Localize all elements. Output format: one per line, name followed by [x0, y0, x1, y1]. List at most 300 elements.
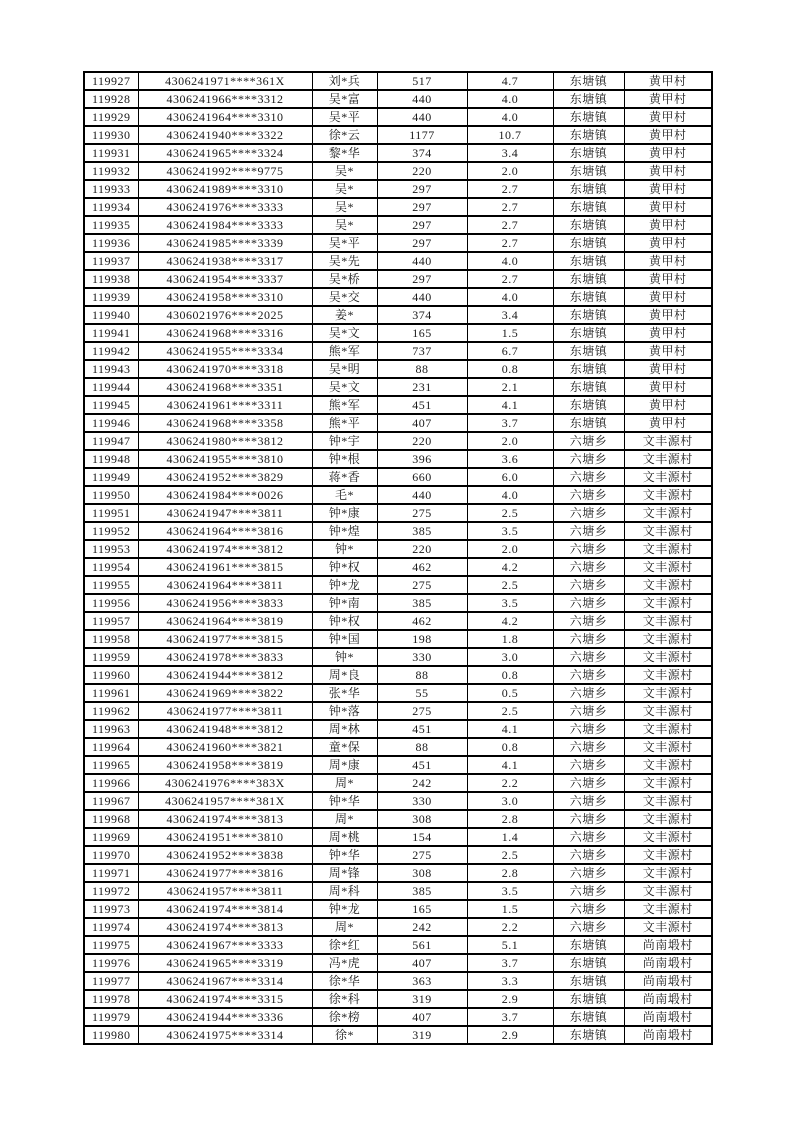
cell-id_number: 4306241977****3816 — [138, 864, 312, 882]
cell-village: 黄甲村 — [624, 234, 712, 252]
cell-id_number: 4306241958****3310 — [138, 288, 312, 306]
cell-id_number: 4306241984****3333 — [138, 216, 312, 234]
cell-serial: 119976 — [84, 954, 138, 972]
cell-serial: 119929 — [84, 108, 138, 126]
cell-id_number: 4306241955****3334 — [138, 342, 312, 360]
cell-amount: 407 — [377, 414, 467, 432]
cell-name: 钟*煌 — [312, 522, 377, 540]
table-row — [84, 648, 712, 666]
cell-serial: 119927 — [84, 72, 138, 90]
cell-area: 0.5 — [467, 684, 553, 702]
table-row — [84, 378, 712, 396]
cell-name: 吴* — [312, 198, 377, 216]
cell-amount: 440 — [377, 252, 467, 270]
cell-name: 钟*国 — [312, 630, 377, 648]
cell-town: 东塘镇 — [553, 360, 624, 378]
cell-name: 徐*红 — [312, 936, 377, 954]
cell-town: 东塘镇 — [553, 954, 624, 972]
cell-town: 六塘乡 — [553, 738, 624, 756]
cell-serial: 119952 — [84, 522, 138, 540]
table-row — [84, 846, 712, 864]
table-row — [84, 90, 712, 108]
cell-village: 黄甲村 — [624, 180, 712, 198]
table-row — [84, 612, 712, 630]
table-row — [84, 216, 712, 234]
cell-town: 六塘乡 — [553, 540, 624, 558]
table-row — [84, 900, 712, 918]
cell-village: 尚南塅村 — [624, 1026, 712, 1044]
table-row — [84, 720, 712, 738]
cell-id_number: 4306241974****3315 — [138, 990, 312, 1008]
cell-town: 六塘乡 — [553, 810, 624, 828]
cell-id_number: 4306241974****3813 — [138, 810, 312, 828]
cell-id_number: 4306241965****3324 — [138, 144, 312, 162]
cell-name: 徐* — [312, 1026, 377, 1044]
cell-id_number: 4306241955****3810 — [138, 450, 312, 468]
cell-serial: 119970 — [84, 846, 138, 864]
cell-amount: 385 — [377, 882, 467, 900]
cell-village: 文丰源村 — [624, 900, 712, 918]
cell-area: 2.9 — [467, 1026, 553, 1044]
cell-village: 文丰源村 — [624, 720, 712, 738]
cell-serial: 119963 — [84, 720, 138, 738]
cell-name: 周*桃 — [312, 828, 377, 846]
cell-serial: 119928 — [84, 90, 138, 108]
table-row — [84, 810, 712, 828]
table-row — [84, 630, 712, 648]
table-row — [84, 162, 712, 180]
table-row — [84, 342, 712, 360]
table-row — [84, 774, 712, 792]
cell-serial: 119977 — [84, 972, 138, 990]
table-row — [84, 414, 712, 432]
cell-village: 黄甲村 — [624, 342, 712, 360]
cell-village: 黄甲村 — [624, 144, 712, 162]
cell-id_number: 4306241966****3312 — [138, 90, 312, 108]
cell-village: 文丰源村 — [624, 666, 712, 684]
cell-id_number: 4306241989****3310 — [138, 180, 312, 198]
cell-town: 六塘乡 — [553, 846, 624, 864]
cell-amount: 407 — [377, 954, 467, 972]
cell-village: 文丰源村 — [624, 738, 712, 756]
cell-serial: 119947 — [84, 432, 138, 450]
cell-amount: 275 — [377, 702, 467, 720]
cell-name: 吴*文 — [312, 378, 377, 396]
cell-serial: 119931 — [84, 144, 138, 162]
cell-area: 2.7 — [467, 270, 553, 288]
cell-amount: 451 — [377, 756, 467, 774]
cell-amount: 275 — [377, 846, 467, 864]
cell-village: 尚南塅村 — [624, 954, 712, 972]
cell-serial: 119974 — [84, 918, 138, 936]
cell-id_number: 4306241957****381X — [138, 792, 312, 810]
cell-name: 钟*龙 — [312, 900, 377, 918]
cell-village: 黄甲村 — [624, 126, 712, 144]
cell-town: 东塘镇 — [553, 306, 624, 324]
cell-id_number: 4306241954****3337 — [138, 270, 312, 288]
table-row — [84, 972, 712, 990]
cell-village: 文丰源村 — [624, 918, 712, 936]
cell-town: 六塘乡 — [553, 666, 624, 684]
table-row — [84, 234, 712, 252]
cell-village: 文丰源村 — [624, 540, 712, 558]
cell-village: 黄甲村 — [624, 324, 712, 342]
cell-area: 0.8 — [467, 666, 553, 684]
cell-name: 冯*虎 — [312, 954, 377, 972]
cell-amount: 440 — [377, 288, 467, 306]
cell-area: 4.1 — [467, 720, 553, 738]
cell-id_number: 4306241984****0026 — [138, 486, 312, 504]
cell-town: 六塘乡 — [553, 774, 624, 792]
cell-amount: 308 — [377, 864, 467, 882]
cell-town: 东塘镇 — [553, 342, 624, 360]
cell-amount: 231 — [377, 378, 467, 396]
cell-area: 3.4 — [467, 306, 553, 324]
cell-serial: 119930 — [84, 126, 138, 144]
cell-area: 3.5 — [467, 882, 553, 900]
cell-village: 文丰源村 — [624, 630, 712, 648]
cell-amount: 462 — [377, 612, 467, 630]
cell-village: 文丰源村 — [624, 486, 712, 504]
table-row — [84, 558, 712, 576]
cell-town: 东塘镇 — [553, 234, 624, 252]
table-row — [84, 738, 712, 756]
cell-serial: 119936 — [84, 234, 138, 252]
table-row — [84, 882, 712, 900]
cell-town: 东塘镇 — [553, 198, 624, 216]
cell-town: 东塘镇 — [553, 378, 624, 396]
cell-village: 文丰源村 — [624, 558, 712, 576]
table-row — [84, 288, 712, 306]
cell-serial: 119961 — [84, 684, 138, 702]
cell-amount: 374 — [377, 306, 467, 324]
cell-name: 周* — [312, 810, 377, 828]
cell-village: 黄甲村 — [624, 360, 712, 378]
cell-id_number: 4306241957****3811 — [138, 882, 312, 900]
cell-area: 3.7 — [467, 1008, 553, 1026]
cell-name: 钟*康 — [312, 504, 377, 522]
cell-amount: 462 — [377, 558, 467, 576]
cell-serial: 119942 — [84, 342, 138, 360]
cell-id_number: 4306241976****383X — [138, 774, 312, 792]
cell-area: 4.0 — [467, 108, 553, 126]
cell-serial: 119948 — [84, 450, 138, 468]
cell-town: 六塘乡 — [553, 504, 624, 522]
cell-town: 东塘镇 — [553, 144, 624, 162]
cell-name: 吴*先 — [312, 252, 377, 270]
cell-amount: 363 — [377, 972, 467, 990]
cell-id_number: 4306241964****3811 — [138, 576, 312, 594]
cell-village: 文丰源村 — [624, 576, 712, 594]
cell-amount: 165 — [377, 900, 467, 918]
cell-name: 周*科 — [312, 882, 377, 900]
cell-area: 3.5 — [467, 594, 553, 612]
cell-amount: 220 — [377, 540, 467, 558]
cell-village: 黄甲村 — [624, 198, 712, 216]
cell-town: 六塘乡 — [553, 828, 624, 846]
cell-amount: 88 — [377, 666, 467, 684]
cell-town: 东塘镇 — [553, 108, 624, 126]
cell-area: 3.3 — [467, 972, 553, 990]
cell-area: 2.5 — [467, 702, 553, 720]
table-row — [84, 684, 712, 702]
cell-id_number: 4306241948****3812 — [138, 720, 312, 738]
cell-amount: 198 — [377, 630, 467, 648]
cell-serial: 119968 — [84, 810, 138, 828]
cell-id_number: 4306241977****3815 — [138, 630, 312, 648]
cell-area: 10.7 — [467, 126, 553, 144]
records-table — [83, 71, 713, 1045]
cell-amount: 451 — [377, 396, 467, 414]
cell-id_number: 4306241938****3317 — [138, 252, 312, 270]
cell-name: 钟*权 — [312, 612, 377, 630]
cell-town: 六塘乡 — [553, 612, 624, 630]
cell-name: 熊*军 — [312, 396, 377, 414]
table-row — [84, 522, 712, 540]
cell-amount: 165 — [377, 324, 467, 342]
cell-serial: 119978 — [84, 990, 138, 1008]
cell-name: 钟* — [312, 540, 377, 558]
cell-amount: 517 — [377, 72, 467, 90]
cell-town: 东塘镇 — [553, 990, 624, 1008]
cell-area: 1.4 — [467, 828, 553, 846]
cell-name: 姜* — [312, 306, 377, 324]
cell-serial: 119950 — [84, 486, 138, 504]
cell-town: 六塘乡 — [553, 486, 624, 504]
cell-area: 2.5 — [467, 504, 553, 522]
cell-amount: 385 — [377, 522, 467, 540]
table-row — [84, 180, 712, 198]
cell-id_number: 4306241961****3311 — [138, 396, 312, 414]
cell-village: 文丰源村 — [624, 612, 712, 630]
cell-village: 尚南塅村 — [624, 1008, 712, 1026]
cell-town: 六塘乡 — [553, 702, 624, 720]
cell-amount: 330 — [377, 648, 467, 666]
cell-amount: 440 — [377, 108, 467, 126]
cell-amount: 737 — [377, 342, 467, 360]
cell-serial: 119979 — [84, 1008, 138, 1026]
cell-amount: 561 — [377, 936, 467, 954]
cell-town: 东塘镇 — [553, 1026, 624, 1044]
table-row — [84, 504, 712, 522]
cell-town: 六塘乡 — [553, 630, 624, 648]
cell-serial: 119975 — [84, 936, 138, 954]
cell-id_number: 4306241958****3819 — [138, 756, 312, 774]
cell-area: 0.8 — [467, 360, 553, 378]
table-row — [84, 918, 712, 936]
cell-id_number: 4306241974****3814 — [138, 900, 312, 918]
cell-village: 黄甲村 — [624, 108, 712, 126]
cell-id_number: 4306241956****3833 — [138, 594, 312, 612]
cell-serial: 119938 — [84, 270, 138, 288]
cell-serial: 119933 — [84, 180, 138, 198]
cell-amount: 440 — [377, 90, 467, 108]
table-row — [84, 144, 712, 162]
table-row — [84, 450, 712, 468]
cell-amount: 297 — [377, 198, 467, 216]
cell-name: 吴*富 — [312, 90, 377, 108]
table-row — [84, 576, 712, 594]
cell-area: 2.7 — [467, 198, 553, 216]
cell-name: 钟*权 — [312, 558, 377, 576]
table-row — [84, 252, 712, 270]
cell-name: 钟*南 — [312, 594, 377, 612]
cell-village: 文丰源村 — [624, 882, 712, 900]
cell-town: 六塘乡 — [553, 432, 624, 450]
cell-name: 徐*华 — [312, 972, 377, 990]
table-row — [84, 468, 712, 486]
cell-area: 4.0 — [467, 252, 553, 270]
cell-serial: 119946 — [84, 414, 138, 432]
cell-amount: 88 — [377, 738, 467, 756]
cell-area: 1.8 — [467, 630, 553, 648]
table-row — [84, 990, 712, 1008]
table-row — [84, 828, 712, 846]
cell-id_number: 4306241964****3819 — [138, 612, 312, 630]
cell-serial: 119949 — [84, 468, 138, 486]
table-row — [84, 198, 712, 216]
cell-village: 黄甲村 — [624, 270, 712, 288]
cell-amount: 407 — [377, 1008, 467, 1026]
cell-id_number: 4306241978****3833 — [138, 648, 312, 666]
cell-amount: 242 — [377, 774, 467, 792]
cell-village: 文丰源村 — [624, 702, 712, 720]
cell-name: 张*华 — [312, 684, 377, 702]
cell-id_number: 4306241940****3322 — [138, 126, 312, 144]
cell-amount: 374 — [377, 144, 467, 162]
cell-town: 东塘镇 — [553, 90, 624, 108]
cell-name: 周*良 — [312, 666, 377, 684]
cell-name: 吴*桥 — [312, 270, 377, 288]
cell-area: 4.2 — [467, 558, 553, 576]
cell-name: 吴*平 — [312, 108, 377, 126]
cell-village: 文丰源村 — [624, 828, 712, 846]
table-row — [84, 432, 712, 450]
cell-area: 2.0 — [467, 540, 553, 558]
cell-area: 6.7 — [467, 342, 553, 360]
cell-area: 2.8 — [467, 810, 553, 828]
cell-name: 钟*龙 — [312, 576, 377, 594]
cell-id_number: 4306241977****3811 — [138, 702, 312, 720]
cell-town: 六塘乡 — [553, 522, 624, 540]
cell-name: 熊*军 — [312, 342, 377, 360]
cell-serial: 119937 — [84, 252, 138, 270]
cell-serial: 119954 — [84, 558, 138, 576]
cell-id_number: 4306241967****3314 — [138, 972, 312, 990]
cell-name: 钟*根 — [312, 450, 377, 468]
cell-area: 4.0 — [467, 90, 553, 108]
table-row — [84, 126, 712, 144]
cell-amount: 1177 — [377, 126, 467, 144]
table-row — [84, 324, 712, 342]
cell-village: 文丰源村 — [624, 504, 712, 522]
cell-village: 文丰源村 — [624, 684, 712, 702]
cell-town: 东塘镇 — [553, 396, 624, 414]
cell-amount: 220 — [377, 162, 467, 180]
cell-village: 尚南塅村 — [624, 972, 712, 990]
cell-town: 六塘乡 — [553, 594, 624, 612]
cell-name: 周* — [312, 918, 377, 936]
cell-amount: 55 — [377, 684, 467, 702]
cell-serial: 119940 — [84, 306, 138, 324]
cell-town: 东塘镇 — [553, 288, 624, 306]
cell-area: 4.1 — [467, 756, 553, 774]
cell-town: 六塘乡 — [553, 882, 624, 900]
cell-town: 六塘乡 — [553, 450, 624, 468]
cell-name: 黎*华 — [312, 144, 377, 162]
cell-area: 3.6 — [467, 450, 553, 468]
cell-id_number: 4306241980****3812 — [138, 432, 312, 450]
cell-id_number: 4306241974****3813 — [138, 918, 312, 936]
cell-village: 文丰源村 — [624, 810, 712, 828]
cell-town: 六塘乡 — [553, 792, 624, 810]
cell-area: 2.0 — [467, 162, 553, 180]
table-row — [84, 666, 712, 684]
cell-village: 文丰源村 — [624, 432, 712, 450]
cell-town: 六塘乡 — [553, 684, 624, 702]
cell-town: 六塘乡 — [553, 468, 624, 486]
cell-area: 2.9 — [467, 990, 553, 1008]
cell-village: 文丰源村 — [624, 594, 712, 612]
cell-name: 吴*交 — [312, 288, 377, 306]
cell-id_number: 4306241968****3358 — [138, 414, 312, 432]
cell-area: 2.8 — [467, 864, 553, 882]
cell-amount: 440 — [377, 486, 467, 504]
cell-area: 3.7 — [467, 414, 553, 432]
cell-name: 童*保 — [312, 738, 377, 756]
cell-id_number: 4306241960****3821 — [138, 738, 312, 756]
cell-area: 1.5 — [467, 324, 553, 342]
cell-serial: 119967 — [84, 792, 138, 810]
cell-town: 东塘镇 — [553, 324, 624, 342]
cell-id_number: 4306241970****3318 — [138, 360, 312, 378]
cell-name: 吴* — [312, 180, 377, 198]
table-row — [84, 270, 712, 288]
cell-village: 文丰源村 — [624, 864, 712, 882]
cell-serial: 119958 — [84, 630, 138, 648]
cell-town: 东塘镇 — [553, 180, 624, 198]
table-row — [84, 306, 712, 324]
cell-id_number: 4306241976****3333 — [138, 198, 312, 216]
cell-id_number: 4306241968****3351 — [138, 378, 312, 396]
cell-area: 4.7 — [467, 72, 553, 90]
cell-id_number: 4306241969****3822 — [138, 684, 312, 702]
cell-area: 2.5 — [467, 846, 553, 864]
cell-area: 1.5 — [467, 900, 553, 918]
cell-town: 东塘镇 — [553, 936, 624, 954]
cell-name: 蒋*香 — [312, 468, 377, 486]
cell-amount: 330 — [377, 792, 467, 810]
cell-id_number: 4306241952****3829 — [138, 468, 312, 486]
cell-serial: 119945 — [84, 396, 138, 414]
cell-serial: 119969 — [84, 828, 138, 846]
cell-town: 东塘镇 — [553, 72, 624, 90]
cell-amount: 220 — [377, 432, 467, 450]
cell-town: 东塘镇 — [553, 216, 624, 234]
cell-id_number: 4306241944****3336 — [138, 1008, 312, 1026]
cell-name: 周*林 — [312, 720, 377, 738]
cell-amount: 319 — [377, 990, 467, 1008]
cell-serial: 119935 — [84, 216, 138, 234]
cell-amount: 88 — [377, 360, 467, 378]
cell-amount: 385 — [377, 594, 467, 612]
cell-name: 周* — [312, 774, 377, 792]
cell-serial: 119956 — [84, 594, 138, 612]
cell-amount: 242 — [377, 918, 467, 936]
cell-name: 钟*华 — [312, 846, 377, 864]
cell-area: 2.5 — [467, 576, 553, 594]
cell-name: 徐*榜 — [312, 1008, 377, 1026]
